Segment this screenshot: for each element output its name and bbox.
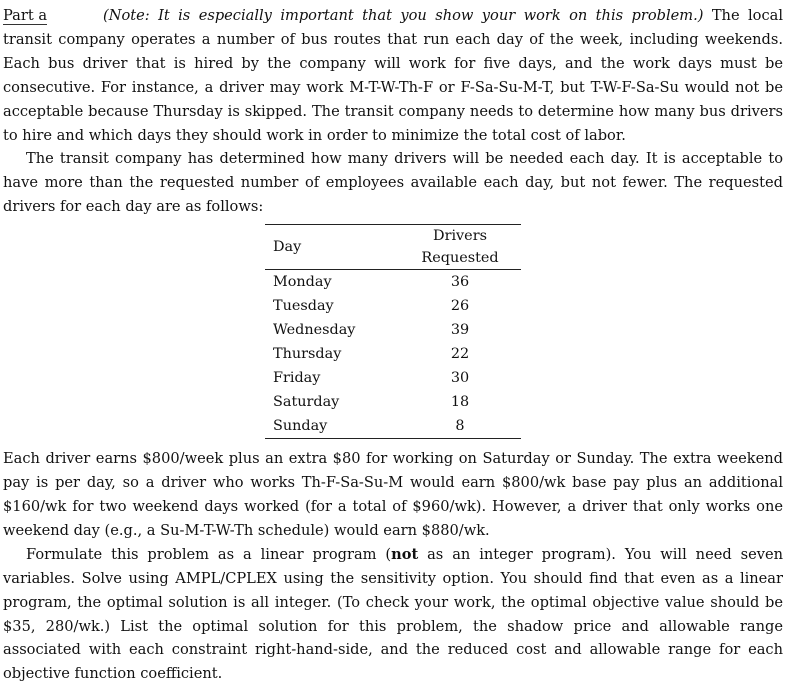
problem-document — [3, 4, 783, 686]
day-cell: Sunday — [265, 414, 399, 439]
intro-text: The local transit company operates a number of bus routes that run each day of the week, including weekends. Each bus driver that is hired by the company will work for five days, and the work days must be consecutive. For instance, a driver may work M-T-W-Th-F or F-Sa-Su-M-T, but T-W-F-Sa-Su would not be acceptable because Thursday is skipped. The transit company needs to determine how many bus drivers to hire and which days they should work in order to minimize the total cost of labor. — [3, 7, 783, 144]
note-text: (Note: It is especially important that you show your work on this problem.) — [103, 7, 704, 24]
table-row — [265, 294, 521, 318]
drivers-cell: 26 — [450, 298, 470, 315]
intro-paragraph — [3, 4, 783, 147]
day-cell: Tuesday — [273, 298, 334, 315]
drivers-cell: 36 — [450, 274, 470, 291]
part-label: Part a — [3, 7, 48, 24]
day-cell: Saturday — [273, 394, 340, 411]
drivers-cell: 39 — [450, 322, 470, 339]
table-row — [265, 366, 521, 390]
day-cell: Thursday — [273, 346, 342, 363]
drivers-table-wrapper — [265, 224, 521, 439]
drivers-cell: 18 — [450, 394, 470, 411]
instructions-bold-not: not — [391, 545, 419, 563]
table-row — [265, 342, 521, 366]
header-drivers: Drivers Requested — [399, 225, 521, 270]
day-cell: Friday — [273, 370, 321, 387]
drivers-cell: 8 — [399, 414, 521, 439]
table-row — [265, 318, 521, 342]
day-cell: Monday — [273, 274, 332, 291]
table-row — [265, 414, 521, 439]
requirements-paragraph: The transit company has determined how many drivers will be needed each day. It is acceptable to have more than the requested number of employees available each day, but not fewer. The requested drivers for each day are as follows: — [3, 150, 783, 216]
drivers-cell: 30 — [450, 370, 470, 387]
table-row — [265, 270, 521, 295]
pay-paragraph: Each driver earns $800/week plus an extra $80 for working on Saturday or Sunday. The extra weekend pay is per day, so a driver who works Th-F-Sa-Su-M would earn $800/wk base pay plus an additional $160/wk for two weekend days worked (for a total of $960/wk). However, a driver that only works one weekend day (e.g., a Su-M-T-W-Th schedule) would earn $880/wk. — [3, 450, 783, 539]
drivers-table — [265, 224, 521, 439]
table-row — [265, 390, 521, 414]
instructions-text-after: as an integer program). You will need seven variables. Solve using AMPL/CPLEX using the sensitivity option. You should find that even as a linear program, the optimal solution is all integer. (To check your work, the optimal objective value should be $35, 280/wk.) List the optimal solution for this problem, the shadow price and allowable range associated with each constraint right-hand-side, and the reduced cost and allowable range for each objective function coefficient. — [3, 545, 783, 683]
drivers-cell: 22 — [450, 346, 470, 363]
day-cell: Wednesday — [273, 322, 356, 339]
header-day: Day — [265, 225, 399, 270]
instructions-text-before: Formulate this problem as a linear program ( — [26, 545, 392, 563]
instructions-paragraph — [3, 543, 783, 686]
table-header-row — [265, 225, 521, 270]
